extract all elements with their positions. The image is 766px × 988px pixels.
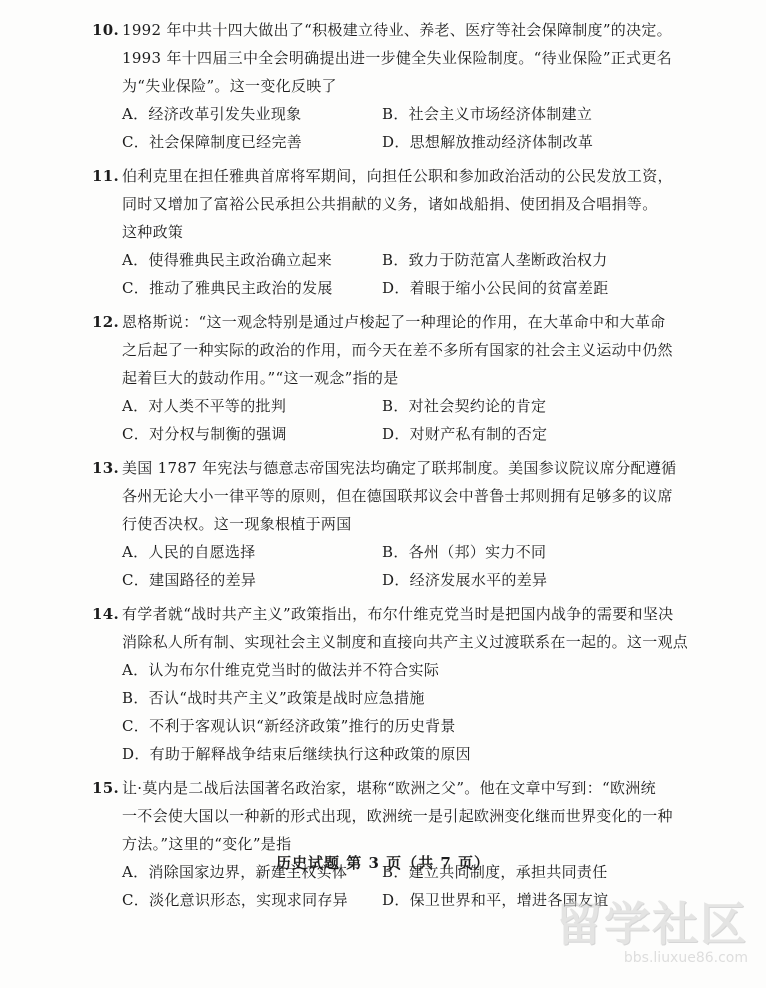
watermark (556, 888, 748, 966)
question-number: 12. (92, 313, 119, 331)
option-b: B．社会主义市场经济体制建立 (382, 105, 593, 123)
options (92, 538, 712, 594)
option-d: D．对财产私有制的否定 (382, 425, 548, 443)
option-a: A．人民的自愿选择 (122, 543, 256, 561)
watermark-logo-text: 留学社区 (556, 897, 748, 951)
option-d: D．思想解放推动经济体制改革 (382, 133, 594, 151)
option-d: D．保卫世界和平，增进各国友谊 (382, 891, 609, 909)
question-list (92, 16, 712, 920)
option-b: B．致力于防范富人垄断政治权力 (382, 251, 608, 269)
option-c: C．不利于客观认识“新经济政策”推行的历史背景 (122, 717, 456, 735)
option-c: C．对分权与制衡的强调 (122, 425, 287, 443)
question-11 (92, 162, 712, 302)
option-a: A．经济改革引发失业现象 (122, 105, 302, 123)
option-b: B．建立共同制度，承担共同责任 (382, 863, 608, 881)
question-number: 13. (92, 459, 119, 477)
options (92, 246, 712, 302)
question-number: 15. (92, 779, 119, 797)
options (92, 392, 712, 448)
question-stem-line: 11. 伯利克里在担任雅典首席将军期间，向担任公职和参加政治活动的公民发放工资， (92, 162, 712, 190)
option-c: C．建国路径的差异 (122, 571, 257, 589)
option-a: A．对人类不平等的批判 (122, 397, 287, 415)
question-stem-line: 12. 恩格斯说：“这一观念特别是通过卢梭起了一种理论的作用，在大革命中和大革命 (92, 308, 712, 336)
question-number: 10. (92, 21, 119, 39)
option-d: D．着眼于缩小公民间的贫富差距 (382, 279, 609, 297)
question-stem-line: 之后起了一种实际的政治的作用，而今天在差不多所有国家的社会主义运动中仍然 (122, 341, 673, 359)
question-stem-line: 消除私人所有制、实现社会主义制度和直接向共产主义过渡联系在一起的。这一观点 (122, 633, 689, 651)
question-stem-line: 13. 美国 1787 年宪法与德意志帝国宪法均确定了联邦制度。美国参议院议席分配遵循 (92, 454, 712, 482)
question-stem-line: 行使否决权。这一现象根植于两国 (122, 515, 352, 533)
page-footer: 历史试题 第 3 页（共 7 页） (276, 854, 490, 872)
question-stem-line: 15. 让·莫内是二战后法国著名政治家，堪称“欧洲之父”。他在文章中写到：“欧洲统 (92, 774, 712, 802)
option-b: B．对社会契约论的肯定 (382, 397, 547, 415)
question-number: 14. (92, 605, 119, 623)
option-c: C．社会保障制度已经完善 (122, 133, 303, 151)
question-stem-line: 一不会使大国以一种新的形式出现，欧洲统一是引起欧洲变化继而世界变化的一种 (122, 807, 673, 825)
options (92, 100, 712, 156)
question-stem-line: 起着巨大的鼓动作用。”“这一观念”指的是 (122, 369, 399, 387)
option-a: A．认为布尔什维克党当时的做法并不符合实际 (122, 661, 440, 679)
option-d: D．经济发展水平的差异 (382, 571, 548, 589)
option-c: C．淡化意识形态，实现求同存异 (122, 891, 348, 909)
option-a: A．使得雅典民主政治确立起来 (122, 251, 333, 269)
option-d: D．有助于解释战争结束后继续执行这种政策的原因 (122, 745, 471, 763)
question-number: 11. (92, 167, 119, 185)
option-b: B．各州（邦）实力不同 (382, 543, 547, 561)
question-stem-line: 同时又增加了富裕公民承担公共捐献的义务，诸如战船捐、使团捐及合唱捐等。 (122, 195, 658, 213)
options (92, 656, 712, 768)
question-10 (92, 16, 712, 156)
question-stem-line: 方法。”这里的“变化”是指 (122, 835, 292, 853)
option-c: C．推动了雅典民主政治的发展 (122, 279, 333, 297)
option-b: B．否认“战时共产主义”政策是战时应急措施 (122, 689, 425, 707)
question-14 (92, 600, 712, 768)
question-stem-line: 各州无论大小一律平等的原则，但在德国联邦议会中普鲁士邦则拥有足够多的议席 (122, 487, 673, 505)
question-stem-line: 1993 年十四届三中全会明确提出进一步健全失业保险制度。“待业保险”正式更名 (122, 49, 672, 67)
watermark-url: bbs.liuxue86.com (623, 950, 748, 966)
option-a: A．消除国家边界，新建主权实体 (122, 863, 348, 881)
question-13 (92, 454, 712, 594)
question-stem-line: 为“失业保险”。这一变化反映了 (122, 77, 337, 95)
question-12 (92, 308, 712, 448)
question-stem-line: 14. 有学者就“战时共产主义”政策指出，布尔什维克党当时是把国内战争的需要和坚决 (92, 600, 712, 628)
question-stem-line: 这种政策 (122, 223, 184, 241)
question-stem-line: 10. 1992 年中共十四大做出了“积极建立待业、养老、医疗等社会保障制度”的决定。 (92, 16, 712, 44)
